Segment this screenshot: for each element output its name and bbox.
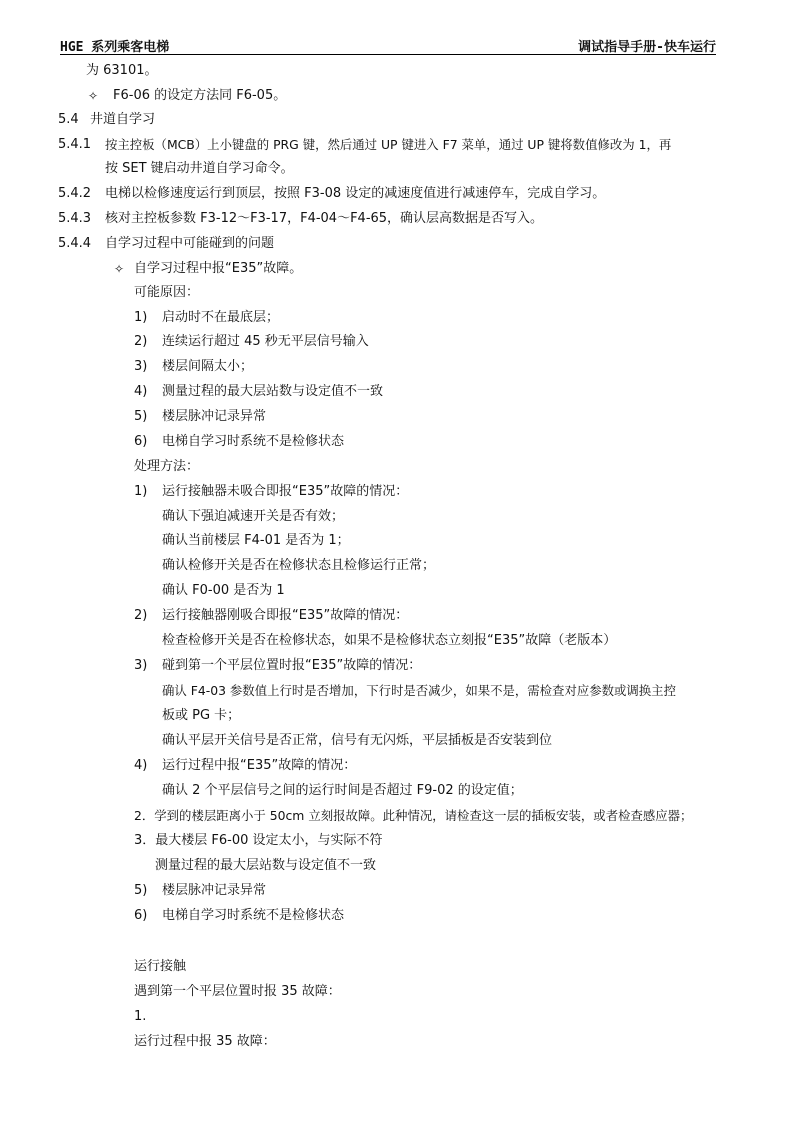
method-sub: 板或 PG 卡；	[162, 708, 241, 723]
cause-number: 2)	[134, 334, 148, 349]
cause-text: 测量过程的最大层站数与设定值不一致	[162, 384, 384, 399]
method-sub: 确认当前楼层 F4-01 是否为 1；	[162, 533, 350, 548]
s543-text: 核对主控板参数 F3-12～F3-17，F4-04～F4-65，确认层高数据是否写入。	[105, 211, 544, 226]
extra-note-3: 3．最大楼层 F6-00 设定太小，与实际不符	[134, 833, 383, 848]
causes-label: 可能原因：	[134, 285, 200, 300]
page-header	[60, 36, 716, 55]
method-number: 3)	[134, 658, 148, 673]
note-d: 运行过程中报 35 故障：	[134, 1034, 276, 1049]
method-text: 运行过程中报“E35”故障的情况：	[162, 758, 357, 773]
extra-text: 电梯自学习时系统不是检修状态	[162, 908, 345, 923]
s544-title: 自学习过程中可能碰到的问题	[105, 236, 275, 251]
note-c: 1.	[134, 1009, 147, 1024]
extra-note-2: 2．学到的楼层距离小于 50cm 立刻报故障。此种情况，请检查这一层的插板安装，或者检查感应器；	[134, 808, 693, 823]
e35-bullet: 自学习过程中报“E35”故障。	[134, 261, 303, 276]
f606-note: F6-06 的设定方法同 F6-05。	[113, 88, 287, 103]
method-sub: 确认检修开关是否在检修状态且检修运行正常；	[162, 558, 436, 573]
method-sub: 确认 F0-00 是否为 1	[162, 583, 285, 598]
method-sub: 确认平层开关信号是否正常，信号有无闪烁，平层插板是否安装到位	[162, 733, 553, 748]
methods-label: 处理方法：	[134, 459, 200, 474]
method-text: 运行接触器刚吸合即报“E35”故障的情况：	[162, 608, 409, 623]
intro-continuation: 为 63101。	[86, 63, 158, 78]
method-number: 1)	[134, 484, 148, 499]
cause-text: 电梯自学习时系统不是检修状态	[162, 434, 345, 449]
note-b: 遇到第一个平层位置时报 35 故障：	[134, 984, 341, 999]
s544-number: 5.4.4	[58, 236, 92, 251]
cause-number: 3)	[134, 359, 148, 374]
method-number: 4)	[134, 758, 148, 773]
section-number: 5.4	[58, 112, 79, 127]
cause-text: 启动时不在最底层；	[162, 310, 280, 325]
header-right: 调试指导手册-快车运行	[578, 40, 716, 55]
s542-number: 5.4.2	[58, 186, 92, 201]
method-text: 碰到第一个平层位置时报“E35”故障的情况：	[162, 658, 422, 673]
method-sub: 确认 2 个平层信号之间的运行时间是否超过 F9-02 的设定值；	[162, 783, 523, 798]
method-sub: 检查检修开关是否在检修状态，如果不是检修状态立刻报“E35”故障（老版本）	[162, 633, 617, 648]
cause-text: 楼层间隔太小；	[162, 359, 254, 374]
extra-text: 楼层脉冲记录异常	[162, 883, 267, 898]
s541-line1: 按主控板（MCB）上小键盘的 PRG 键，然后通过 UP 键进入 F7 菜单，通过 UP 键将数值修改为 1，再	[105, 137, 672, 152]
extra-note-3b: 测量过程的最大层站数与设定值不一致	[155, 858, 377, 873]
method-sub: 确认 F4-03 参数值上行时是否增加，下行时是否减少，如果不是，需检查对应参数或调换主控	[162, 683, 676, 698]
extra-number: 5)	[134, 883, 148, 898]
diamond-bullet-icon: ✧	[114, 262, 125, 276]
header-left: HGE 系列乘客电梯	[60, 40, 170, 55]
cause-text: 楼层脉冲记录异常	[162, 409, 267, 424]
s542-text: 电梯以检修速度运行到顶层，按照 F3-08 设定的减速度值进行减速停车，完成自学习。	[105, 186, 606, 201]
s541-line2: 按 SET 键启动井道自学习命令。	[105, 161, 294, 176]
cause-number: 6)	[134, 434, 148, 449]
s543-number: 5.4.3	[58, 211, 92, 226]
diamond-bullet-icon: ✧	[88, 89, 99, 103]
section-title: 井道自学习	[90, 112, 156, 127]
note-a: 运行接触	[134, 959, 187, 974]
method-number: 2)	[134, 608, 148, 623]
cause-number: 5)	[134, 409, 148, 424]
cause-number: 1)	[134, 310, 148, 325]
extra-number: 6)	[134, 908, 148, 923]
cause-text: 连续运行超过 45 秒无平层信号输入	[162, 334, 369, 349]
cause-number: 4)	[134, 384, 148, 399]
s541-number: 5.4.1	[58, 137, 92, 152]
method-sub: 确认下强迫减速开关是否有效；	[162, 509, 345, 524]
method-text: 运行接触器未吸合即报“E35”故障的情况：	[162, 484, 409, 499]
